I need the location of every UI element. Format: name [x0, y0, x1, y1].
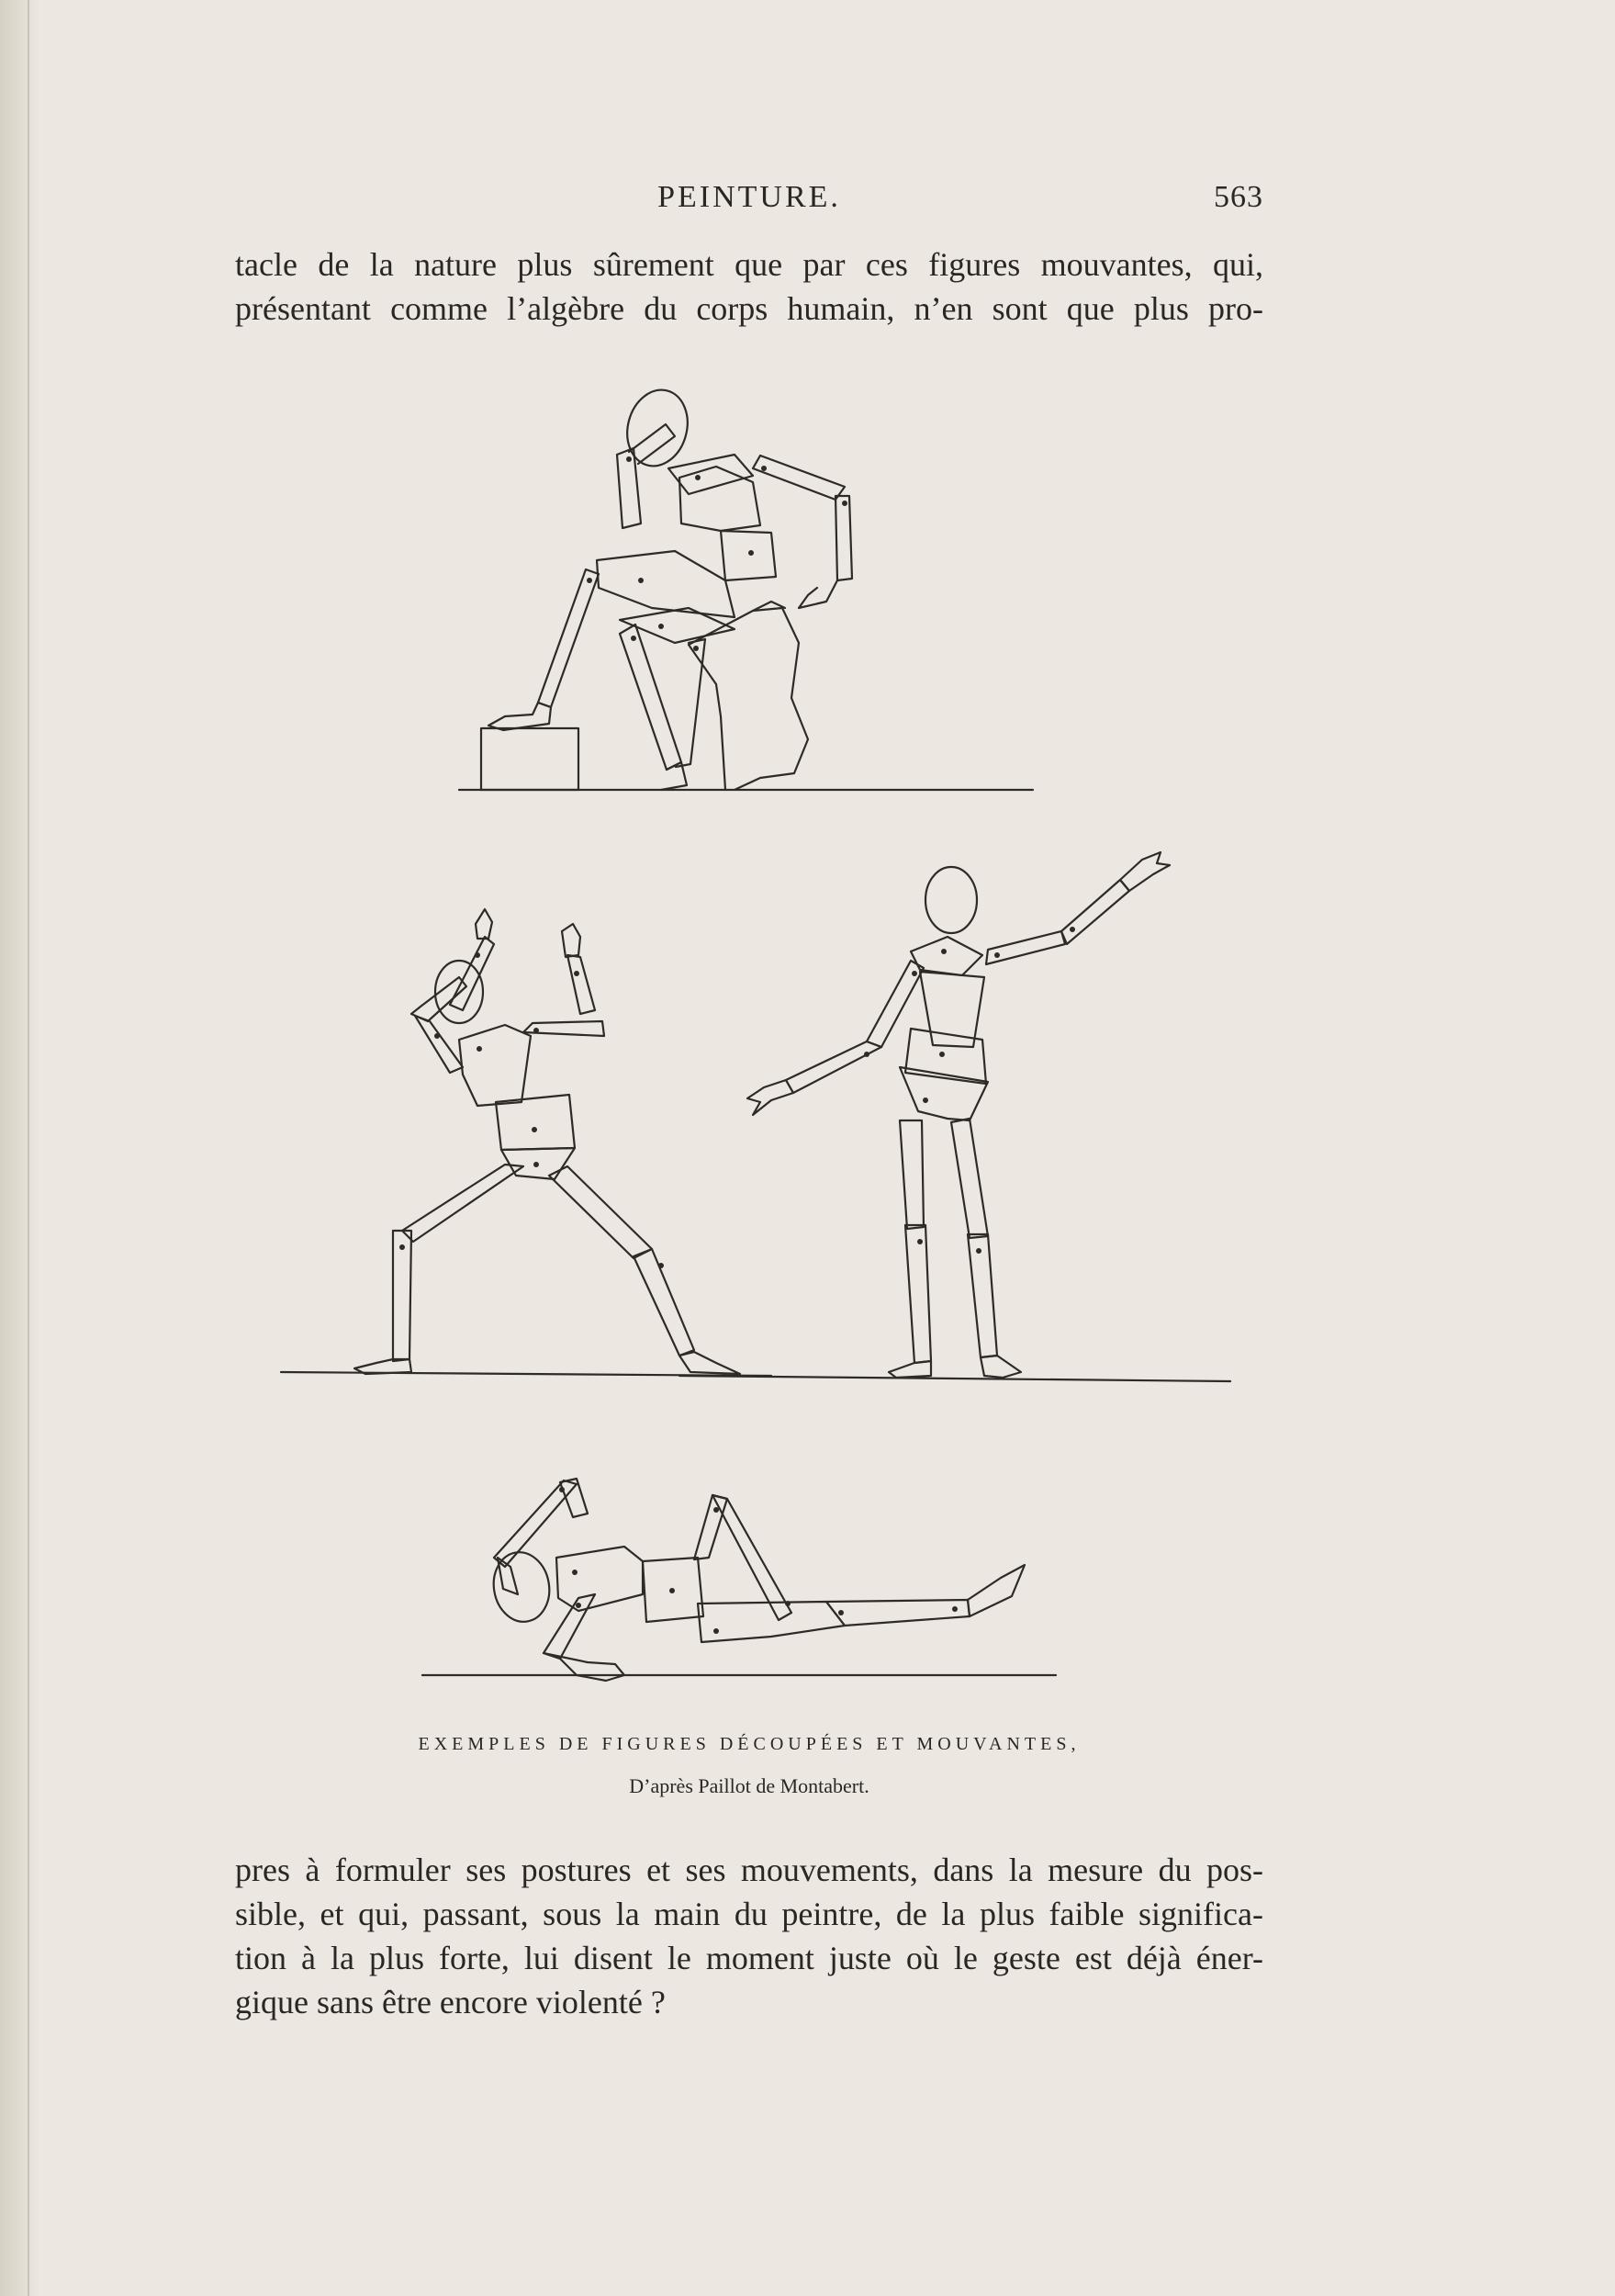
- reclining-mannequin-figure: [422, 1479, 1056, 1681]
- text-line: tion à la plus forte, lui disent le moment juste où le geste est déjà éner-: [235, 1940, 1263, 1976]
- page-number: 563: [1214, 180, 1263, 214]
- text-line: gique sans être encore violenté ?: [235, 1984, 666, 2020]
- figure-caption: EXEMPLES DE FIGURES DÉCOUPÉES ET MOUVANTES,: [418, 1734, 1081, 1754]
- running-title: PEINTURE.: [657, 180, 841, 214]
- running-head: [235, 180, 1263, 220]
- bottom-paragraph: [235, 1848, 1263, 2024]
- page-gutter: [0, 0, 40, 2296]
- text-line: tacle de la nature plus sûrement que par ces figures mouvantes, qui,: [235, 246, 1263, 283]
- lunging-mannequin-figure: [281, 909, 771, 1376]
- top-paragraph: [235, 242, 1263, 331]
- text-line: pres à formuler ses postures et ses mouvements, dans la mesure du pos-: [235, 1851, 1263, 1888]
- text-line: présentant comme l’algèbre du corps humain, n’en sont que plus pro-: [235, 290, 1263, 327]
- figure-credit: D’après Paillot de Montabert.: [629, 1774, 869, 1797]
- seated-mannequin-figure: [459, 383, 1033, 790]
- standing-mannequin-figure: [679, 852, 1230, 1381]
- mannequin-figures-illustration: [257, 367, 1267, 1708]
- text-line: sible, et qui, passant, sous la main du peintre, de la plus faible significa-: [235, 1896, 1263, 1932]
